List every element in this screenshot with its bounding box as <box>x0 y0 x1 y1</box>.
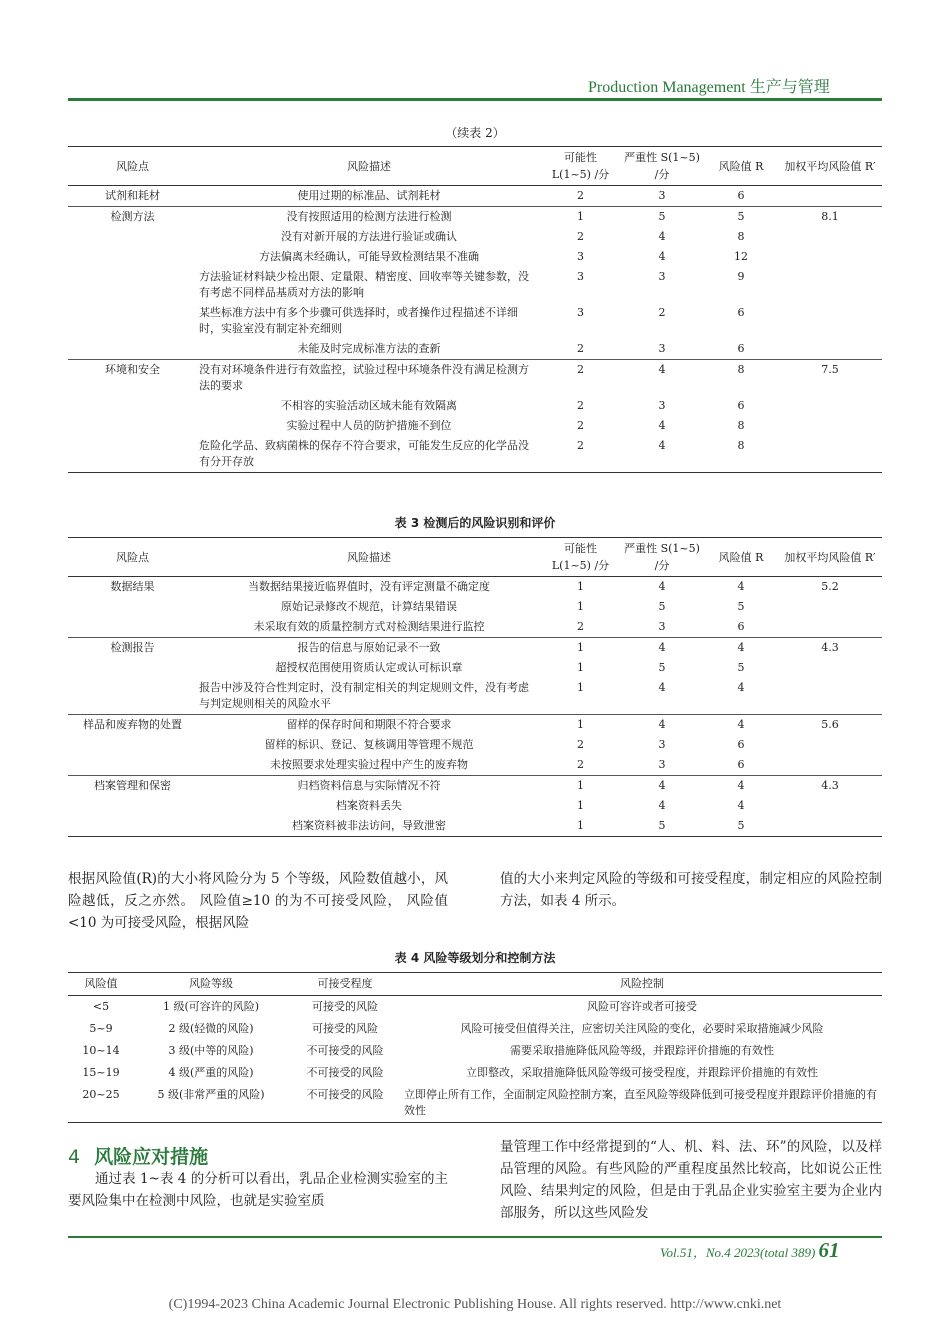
table-cell <box>68 303 197 339</box>
table-cell: 数据结果 <box>110 580 155 593</box>
table3-body <box>68 577 882 837</box>
table-cell: 3 <box>577 270 584 283</box>
table-cell: 4 <box>658 779 666 792</box>
table-cell: 可接受的风险 <box>312 1000 378 1013</box>
table-cell <box>778 186 882 207</box>
table-row <box>68 1062 882 1084</box>
table-cell: 检测方法 <box>110 210 155 223</box>
table-cell <box>778 755 882 776</box>
table-cell: 4 <box>658 439 666 452</box>
table-cell <box>778 416 882 436</box>
table-cell: 环境和安全 <box>105 363 160 376</box>
table-cell: 6 <box>737 342 745 355</box>
table-cell: 2 <box>577 758 584 771</box>
footer-volume: Vol.51，No.4 2023(total 389) <box>660 1245 816 1260</box>
table-cell: 4 <box>658 363 666 376</box>
section-number: 4 <box>68 1146 81 1168</box>
table-row <box>68 816 882 837</box>
table-cell: 4 <box>737 799 745 812</box>
table-cell <box>68 735 197 755</box>
table-cell: 4.3 <box>821 779 839 792</box>
table4-body <box>68 996 882 1123</box>
table-cell <box>778 339 882 360</box>
col-header: 风险点 <box>116 159 149 173</box>
table-cell: 2 <box>577 342 584 355</box>
table-cell: 1 <box>577 661 584 674</box>
table-row <box>68 207 882 228</box>
table-cell: 2 <box>658 306 666 319</box>
table-cell: 4 <box>737 641 745 654</box>
table-cell <box>778 796 882 816</box>
table-cell: 5 <box>658 600 666 613</box>
table-cell <box>68 597 197 617</box>
table-cell: 3 <box>658 758 666 771</box>
table-cell: 未能及时完成标准方法的查新 <box>297 342 441 355</box>
table-cell <box>778 436 882 473</box>
table-cell: 10~14 <box>82 1044 120 1057</box>
table-cell <box>68 658 197 678</box>
table-cell: 1 <box>577 718 584 731</box>
table-cell: 1 <box>577 681 584 694</box>
table-cell: 样品和废弃物的处置 <box>83 718 182 731</box>
table-cell <box>778 303 882 339</box>
table-cell: 3 <box>658 399 666 412</box>
table-cell: 试剂和耗材 <box>105 189 160 202</box>
table-cell: 8 <box>737 439 745 452</box>
table-cell: 档案管理和保密 <box>94 779 171 792</box>
col-header: 加权平均风险值 R′ <box>784 550 876 564</box>
table4-caption: 表 4 风险等级划分和控制方法 <box>394 951 556 965</box>
table-row <box>68 715 882 736</box>
table-cell: 没有对环境条件进行有效监控，试验过程中环境条件没有满足检测方法的要求 <box>199 363 529 392</box>
table-cell <box>778 678 882 715</box>
table-cell: 2 <box>577 620 584 633</box>
table-cell: 检测报告 <box>110 641 155 654</box>
table-cell <box>778 617 882 638</box>
table-cell: 当数据结果接近临界值时，没有评定测量不确定度 <box>248 580 490 593</box>
table-cell: 某些标准方法中有多个步骤可供选择时，或者操作过程描述不详细时，实验室没有制定补充细则 <box>199 306 518 335</box>
col-header: 风险描述 <box>347 159 391 173</box>
table-cell <box>778 267 882 303</box>
table-cell: 档案资料丢失 <box>336 799 402 812</box>
table-row <box>68 597 882 617</box>
table-cell <box>778 227 882 247</box>
table-cell: 8.1 <box>821 210 839 223</box>
table-cell: 不可接受的风险 <box>306 1044 384 1057</box>
table-cell: 未按照要求处理实验过程中产生的废弃物 <box>270 758 468 771</box>
table3-caption: 表 3 检测后的风险识别和评价 <box>394 516 556 530</box>
table-cell: 9 <box>737 270 745 283</box>
table-cell: 4 <box>658 580 666 593</box>
table-cell: 8 <box>737 363 745 376</box>
table-cell: 报告中涉及符合性判定时，没有制定相关的判定规则文件，没有考虑与判定规则相关的风险水平 <box>199 681 529 710</box>
table-row <box>68 996 882 1019</box>
table-cell: 3 级(中等的风险) <box>168 1044 254 1057</box>
table-cell <box>68 227 197 247</box>
paragraph: 根据风险值(R)的大小将风险分为 5 个等级，风险数值越小，风险越低，反之亦然。 风险值≥10 的为不可接受风险， 风险值<10 为可接受风险，根据风险 <box>68 871 448 931</box>
table-row <box>68 577 882 598</box>
table-cell: 不可接受的风险 <box>306 1066 384 1079</box>
table-cell: 未采取有效的质量控制方式对检测结果进行监控 <box>253 620 485 633</box>
table-cell: 6 <box>737 758 745 771</box>
table-cell: 使用过期的标准品、试剂耗材 <box>297 189 441 202</box>
table-row <box>68 303 882 339</box>
copyright-notice: (C)1994-2023 China Academic Journal Electronic Publishing House. All rights reserved. http://www.cnki.net <box>168 1297 782 1312</box>
table-row <box>68 186 882 207</box>
col-header: 风险值 R <box>718 550 764 564</box>
table-cell: 1 级(可容许的风险) <box>162 1000 260 1013</box>
col-header: 风险值 <box>84 977 118 990</box>
table3 <box>68 537 882 837</box>
table-cell: 档案资料被非法访问，导致泄密 <box>292 819 446 832</box>
table-cell: 可接受的风险 <box>312 1022 378 1035</box>
col-header: 风险值 R <box>718 159 764 173</box>
table-row <box>68 227 882 247</box>
col-header: 可接受程度 <box>317 977 373 990</box>
col-header: 风险控制 <box>620 977 664 990</box>
table-cell: 1 <box>577 210 584 223</box>
col-header: 严重性 S(1~5) /分 <box>624 542 700 572</box>
paragraph: 通过表 1~表 4 的分析可以看出，乳品企业检测实验室的主要风险集中在检测中风险，也就是实验室质 <box>68 1171 448 1209</box>
table-cell <box>68 678 197 715</box>
table-cell: 4 <box>737 580 745 593</box>
table-cell: 5 <box>737 600 745 613</box>
table-row <box>68 247 882 267</box>
table-row <box>68 1040 882 1062</box>
table-cell <box>778 658 882 678</box>
col-header: 可能性 L(1~5) /分 <box>551 542 610 572</box>
table-cell: 风险可接受但值得关注，应密切关注风险的变化，必要时采取措施减少风险 <box>460 1022 824 1035</box>
section-heading <box>68 1142 208 1169</box>
table-cell: 4 <box>658 718 666 731</box>
table-cell: <5 <box>92 1000 110 1013</box>
table-cell <box>68 796 197 816</box>
col-header: 风险描述 <box>347 550 391 564</box>
table-cell: 12 <box>734 250 748 263</box>
table-cell: 15~19 <box>82 1066 120 1079</box>
table-cell: 留样的标识、登记、复核调用等管理不规范 <box>264 738 474 751</box>
table-cell: 5.6 <box>821 718 839 731</box>
col-header: 加权平均风险值 R′ <box>784 159 876 173</box>
table-cell: 1 <box>577 799 584 812</box>
table-cell <box>68 339 197 360</box>
table4 <box>68 972 882 1123</box>
table-cell: 2 <box>577 399 584 412</box>
table-cell: 8 <box>737 230 745 243</box>
table-cell: 超授权范围使用资质认定或认可标识章 <box>275 661 463 674</box>
table-cell: 1 <box>577 819 584 832</box>
table-cell <box>68 436 197 473</box>
table-cell: 3 <box>658 738 666 751</box>
table-cell: 2 <box>577 363 584 376</box>
table-cell: 危险化学品、致病菌株的保存不符合要求，可能发生反应的化学品没有分开存放 <box>199 439 529 468</box>
table-cell: 1 <box>577 641 584 654</box>
table-cell <box>68 267 197 303</box>
table-cell <box>778 597 882 617</box>
table-cell: 2 <box>577 419 584 432</box>
table-cell <box>68 396 197 416</box>
page-number: 61 <box>818 1238 840 1262</box>
table-cell: 4 <box>658 250 666 263</box>
table-cell: 4 <box>658 641 666 654</box>
table-row <box>68 735 882 755</box>
table-cell: 4 <box>737 779 745 792</box>
table-cell: 2 <box>577 439 584 452</box>
table-row <box>68 339 882 360</box>
table-cell: 1 <box>577 600 584 613</box>
table-cell <box>68 416 197 436</box>
table-cell: 留样的保存时间和期限不符合要求 <box>286 718 452 731</box>
table-cell: 3 <box>577 250 584 263</box>
col-header: 风险点 <box>116 550 149 564</box>
paragraph: 值的大小来判定风险的等级和可接受程度，制定相应的风险控制方法，如表 4 所示。 <box>500 871 882 909</box>
table-row <box>68 638 882 659</box>
table-row <box>68 416 882 436</box>
section-title: 风险应对措施 <box>94 1146 209 1168</box>
table2-continued <box>68 146 882 473</box>
table-cell: 4 <box>737 681 745 694</box>
table-cell: 4 <box>658 681 666 694</box>
table-cell: 风险可容许或者可接受 <box>587 1000 697 1013</box>
table-cell: 2 <box>577 189 584 202</box>
table-cell: 原始记录修改不规范，计算结果错误 <box>281 600 457 613</box>
table-cell: 不相容的实验活动区域未能有效隔离 <box>281 399 457 412</box>
table-row <box>68 755 882 776</box>
table-cell: 3 <box>577 306 584 319</box>
table-cell: 立即整改，采取措施降低风险等级可接受程度，并跟踪评价措施的有效性 <box>466 1066 818 1079</box>
table-cell: 6 <box>737 306 745 319</box>
table-cell: 5 <box>737 819 745 832</box>
table-cell: 报告的信息与原始记录不一致 <box>297 641 441 654</box>
table-cell: 3 <box>658 189 666 202</box>
table-cell <box>778 735 882 755</box>
table2-cont-caption: （续表 2） <box>445 126 505 140</box>
table-cell: 6 <box>737 738 745 751</box>
table-cell: 没有按照适用的检测方法进行检测 <box>286 210 452 223</box>
table-cell: 2 <box>577 230 584 243</box>
table-cell: 3 <box>658 270 666 283</box>
footer <box>660 1238 840 1263</box>
table-cell: 4 级(严重的风险) <box>168 1066 254 1079</box>
table-cell <box>68 247 197 267</box>
table-row <box>68 617 882 638</box>
table-cell: 5 <box>658 819 666 832</box>
table-cell: 5 <box>658 661 666 674</box>
col-header: 风险等级 <box>189 977 233 990</box>
table-row <box>68 796 882 816</box>
table-cell: 4.3 <box>821 641 839 654</box>
table-cell: 5 <box>658 210 666 223</box>
table-cell: 不可接受的风险 <box>306 1088 384 1101</box>
table-cell: 5.2 <box>821 580 839 593</box>
table-cell: 没有对新开展的方法进行验证或确认 <box>281 230 457 243</box>
table-cell: 4 <box>658 799 666 812</box>
paragraph: 量管理工作中经常提到的“人、机、料、法、环”的风险，以及样品管理的风险。有些风险的严重程度虽然比较高，比如说公正性风险、结果判定的风险，但是由于乳品企业实验室主要为企业内部服务，所以这些风险发 <box>500 1139 882 1221</box>
table-cell <box>778 247 882 267</box>
table-cell: 1 <box>577 779 584 792</box>
table-row <box>68 360 882 397</box>
table-cell: 归档资料信息与实际情况不符 <box>297 779 441 792</box>
table-cell: 立即停止所有工作，全面制定风险控制方案，直至风险等级降低到可接受程度并跟踪评价措施的有效性 <box>404 1088 877 1117</box>
table-cell: 4 <box>737 718 745 731</box>
table2-body <box>68 186 882 473</box>
table-cell: 5~9 <box>89 1022 113 1035</box>
table-row <box>68 436 882 473</box>
table-row <box>68 678 882 715</box>
table-cell: 5 <box>737 661 745 674</box>
table-cell: 3 <box>658 342 666 355</box>
table-cell: 2 级(轻微的风险) <box>168 1022 254 1035</box>
table-cell <box>778 816 882 837</box>
table-cell: 3 <box>658 620 666 633</box>
table-cell: 4 <box>658 230 666 243</box>
col-header: 可能性 L(1~5) /分 <box>551 151 610 181</box>
table-cell: 7.5 <box>821 363 839 376</box>
table-cell: 8 <box>737 419 745 432</box>
table-cell: 6 <box>737 399 745 412</box>
table-cell: 6 <box>737 620 745 633</box>
header-rule <box>68 98 882 101</box>
table-cell: 方法偏离未经确认，可能导致检测结果不准确 <box>259 250 479 263</box>
table-cell: 需要采取措施降低风险等级，并跟踪评价措施的有效性 <box>510 1044 774 1057</box>
table-cell: 1 <box>577 580 584 593</box>
table-cell: 20~25 <box>82 1088 120 1101</box>
table-cell: 实验过程中人员的防护措施不到位 <box>286 419 452 432</box>
table-cell: 2 <box>577 738 584 751</box>
table-row <box>68 1018 882 1040</box>
table-cell <box>68 755 197 776</box>
table-cell <box>68 816 197 837</box>
table-row <box>68 267 882 303</box>
table-cell: 方法验证材料缺少检出限、定量限、精密度、回收率等关键参数，没有考虑不同样品基质对方法的影响 <box>199 270 529 299</box>
table-cell <box>68 617 197 638</box>
table-row <box>68 658 882 678</box>
running-header: Production Management 生产与管理 <box>588 79 830 96</box>
col-header: 严重性 S(1~5) /分 <box>624 151 700 181</box>
table-cell: 4 <box>658 419 666 432</box>
table-cell: 5 <box>737 210 745 223</box>
table-row <box>68 776 882 797</box>
table-cell <box>778 396 882 416</box>
table-row <box>68 396 882 416</box>
table-cell: 6 <box>737 189 745 202</box>
table-cell: 5 级(非常严重的风险) <box>157 1088 265 1101</box>
table-row <box>68 1084 882 1123</box>
